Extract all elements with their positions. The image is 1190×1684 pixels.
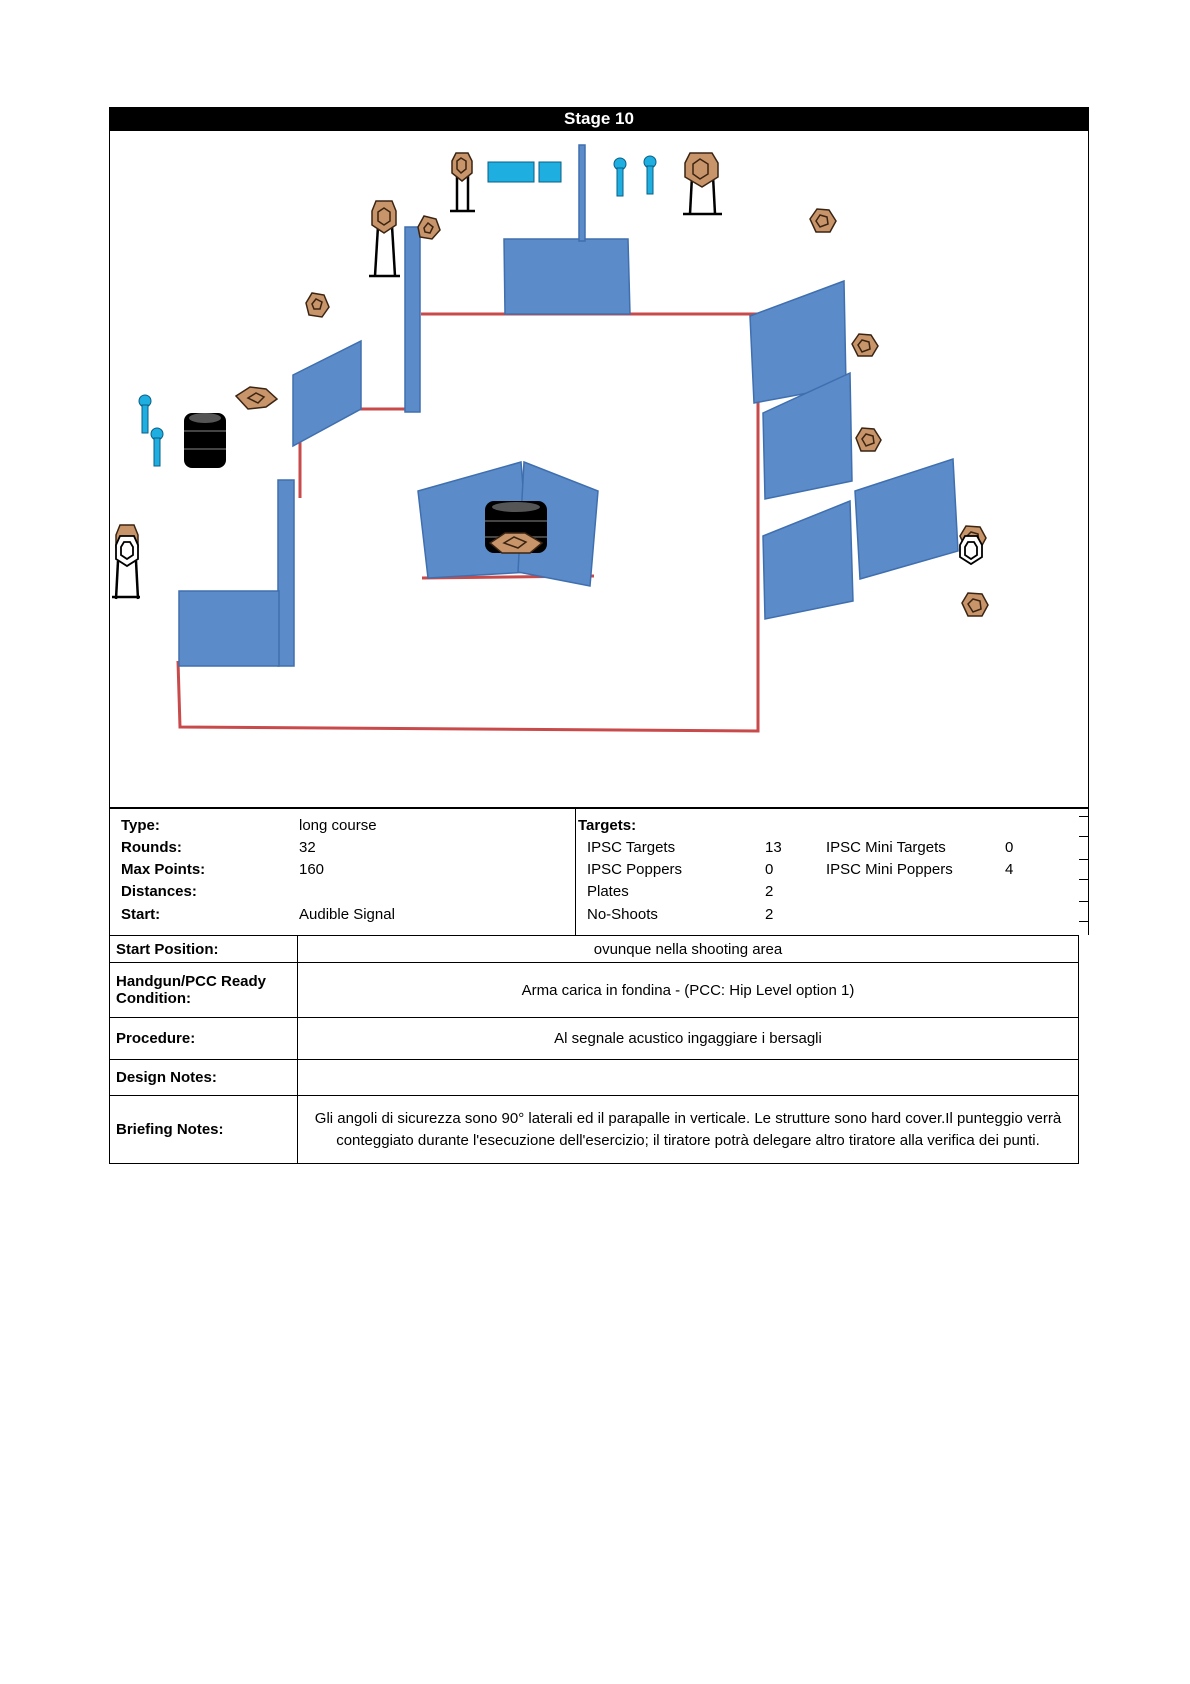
type-label: Type:	[121, 817, 160, 834]
plates	[488, 162, 561, 182]
ipsc-target-icon	[810, 209, 836, 232]
ipsc-target-icon	[236, 387, 277, 409]
ipsc-target-icon	[306, 293, 329, 317]
ipsc-mini-poppers-label: IPSC Mini Poppers	[826, 861, 953, 878]
no-shoot-icon	[960, 536, 982, 564]
rounds-label: Rounds:	[121, 839, 182, 856]
distances-label: Distances:	[121, 883, 197, 900]
ipsc-target-icon	[372, 201, 396, 233]
stage-title: Stage 10	[109, 107, 1089, 131]
no-shoots-label: No-Shoots	[587, 906, 658, 923]
wall-lower-block	[179, 591, 279, 666]
ready-condition-row	[110, 963, 1079, 1018]
ipsc-target-icon	[852, 334, 878, 356]
ipsc-mini-targets-label: IPSC Mini Targets	[826, 839, 946, 856]
ipsc-target-icon	[856, 428, 881, 451]
plate-icon	[488, 162, 534, 182]
ipsc-target-icon	[962, 593, 988, 616]
procedure-label: Procedure:	[110, 1018, 298, 1060]
design-notes-label: Design Notes:	[110, 1060, 298, 1096]
start-value: Audible Signal	[299, 906, 395, 923]
stage-sheet	[109, 107, 1089, 1164]
max-points-value: 160	[299, 861, 325, 878]
wall-lower-vertical	[278, 480, 294, 666]
walls	[179, 145, 958, 666]
wall-right-panel-3	[763, 501, 853, 619]
briefing-notes-row	[110, 1096, 1079, 1164]
mini-popper-icon	[151, 428, 163, 466]
stage-diagram	[109, 131, 1089, 807]
mini-popper-icon	[644, 156, 656, 194]
wall-vertical-left	[405, 227, 420, 412]
ready-condition-label: Handgun/PCC Ready Condition:	[110, 963, 298, 1018]
stage-notes-table	[109, 935, 1079, 1164]
ready-condition-value: Arma carica in fondina - (PCC: Hip Level option 1)	[298, 963, 1079, 1018]
ipsc-targets-label: IPSC Targets	[587, 839, 676, 856]
start-position-label: Start Position:	[110, 936, 298, 963]
wall-top-block	[504, 239, 630, 314]
info-separator	[575, 809, 576, 935]
wall-right-panel-4	[855, 459, 958, 579]
target-stand-icon	[112, 561, 140, 599]
no-shoot-icon	[116, 536, 138, 566]
rounds-value: 32	[299, 839, 316, 856]
max-points-label: Max Points:	[121, 861, 206, 878]
mini-popper-icon	[139, 395, 151, 433]
briefing-notes-value: Gli angoli di sicurezza sono 90° laterali ed il parapalle in verticale. Le strutture sono hard cover.Il punteggio verrà conteggiato durante l'esecuzione dell'esercizio; il tiratore potrà delegare altro tiratore alla verifica dei punti.	[298, 1096, 1079, 1164]
start-position-row	[110, 936, 1079, 963]
ipsc-mini-targets-count: 0	[1005, 839, 1014, 856]
plate-icon	[539, 162, 561, 182]
no-shoots-count: 2	[765, 906, 774, 923]
briefing-notes-label: Briefing Notes:	[110, 1096, 298, 1164]
ipsc-poppers-label: IPSC Poppers	[587, 861, 683, 878]
design-notes-row	[110, 1060, 1079, 1096]
ipsc-mini-poppers-count: 4	[1005, 861, 1014, 878]
plates-label: Plates	[587, 883, 629, 900]
wall-left-panel	[293, 341, 361, 446]
start-position-value: ovunque nella shooting area	[298, 936, 1079, 963]
design-notes-value	[298, 1060, 1079, 1096]
ipsc-poppers-count: 0	[765, 861, 774, 878]
type-value: long course	[299, 817, 377, 834]
ipsc-targets-count: 13	[765, 839, 782, 856]
procedure-row	[110, 1018, 1079, 1060]
targets-header: Targets:	[578, 817, 637, 834]
start-label: Start:	[121, 906, 161, 923]
wall-top-post	[579, 145, 585, 241]
ipsc-target-icon	[418, 216, 440, 239]
mini-popper-icon	[614, 158, 626, 196]
stage-layout-drawing	[110, 131, 1088, 807]
plates-count: 2	[765, 883, 774, 900]
procedure-value: Al segnale acustico ingaggiare i bersagli	[298, 1018, 1079, 1060]
barrel-icon	[184, 413, 226, 468]
stage-info	[109, 807, 1089, 935]
